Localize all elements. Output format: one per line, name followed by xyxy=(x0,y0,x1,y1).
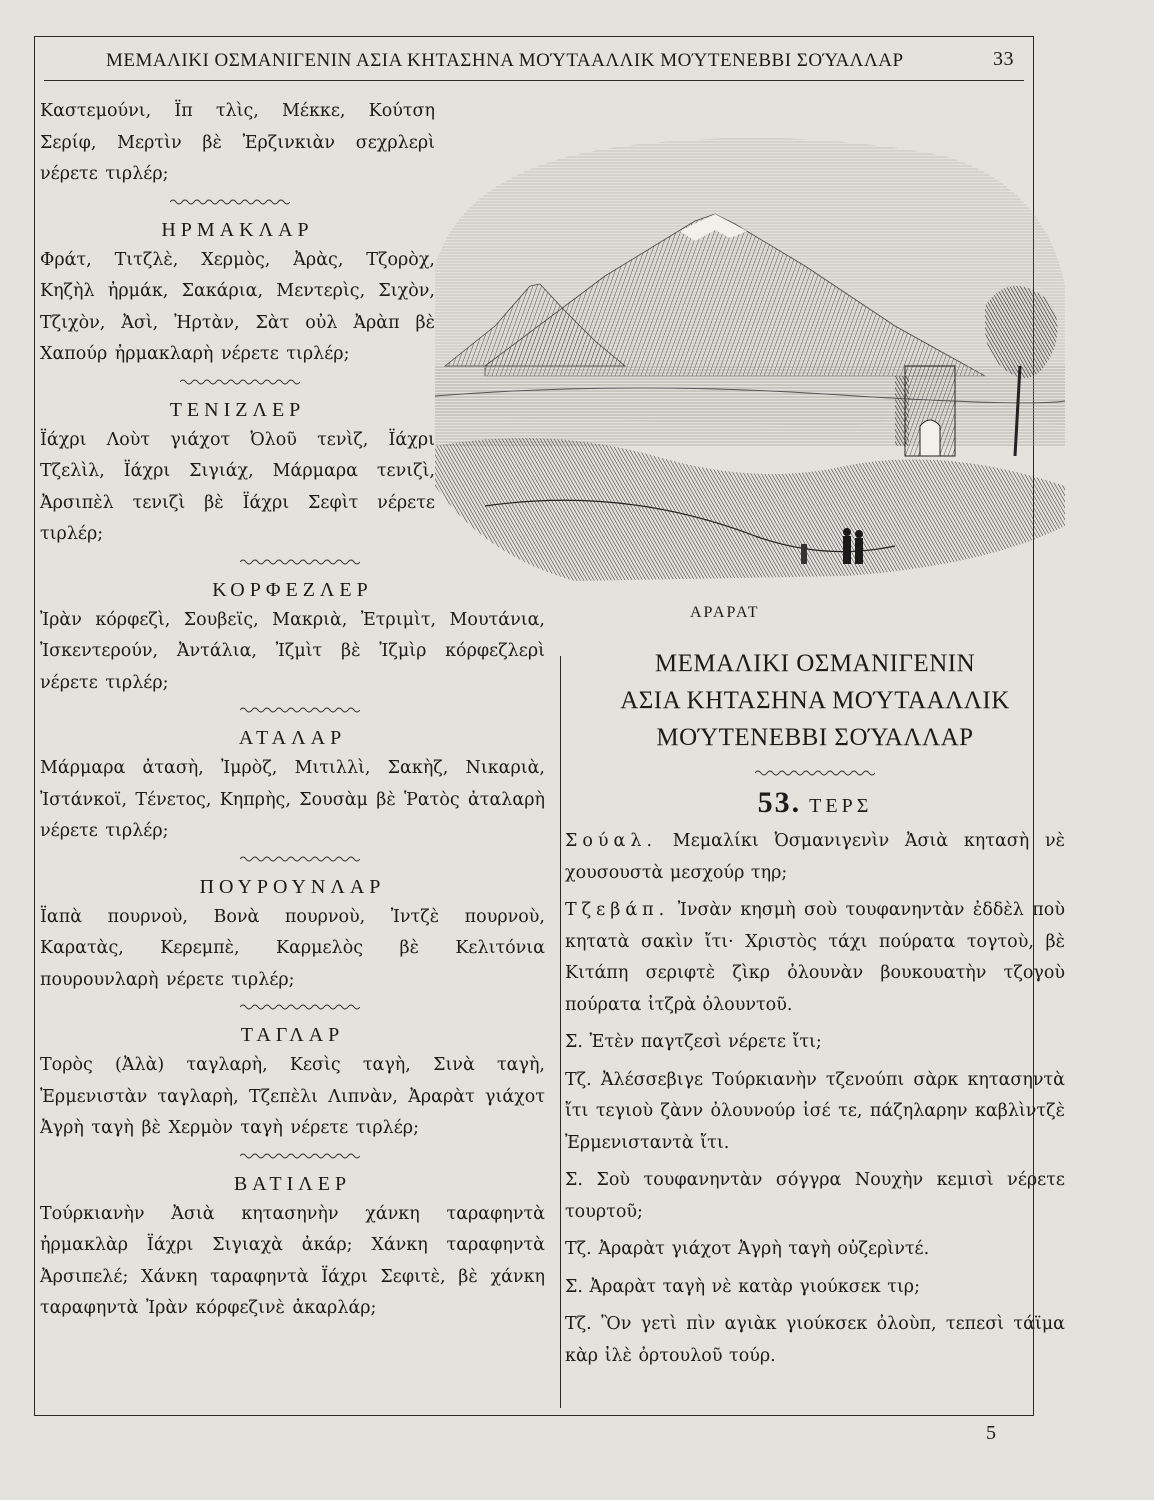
qa-text: Σοὺ τουφανηντὰν σόγγρα Νουχὴν κεμισὶ νέρετε τουρτοῦ; xyxy=(565,1170,1065,1222)
section-text: Ϊάχρι Λοὺτ γιάχοτ Ὀλοῦ τενὶζ, Ϊάχρι Τζελὶλ, Ϊάχρι Σιγιάχ, Μάρμαρα τενιζὶ, Ἀρσιπὲλ τενιζὶ βὲ Ϊάχρι Σεφὶτ νέρετε τιρλέρ; xyxy=(40,429,435,544)
qa-speaker: Τζ. xyxy=(565,1314,592,1334)
ornament-divider xyxy=(755,768,875,778)
article-title-line: ΜΕΜΑΛΙΚΙ ΟΣΜΑΝΙΓΕΝΙΝ xyxy=(654,650,976,677)
qa-entry xyxy=(565,1272,1065,1304)
qa-entry xyxy=(565,826,1065,889)
qa-entry xyxy=(565,1309,1065,1372)
intro-paragraph: Καστεμούνι, Ϊπ τλὶς, Μέκκε, Κούτση Σερίφ, Μερτὶν βὲ Ἐρζινκιὰν σεχρλερὶ νέρετε τιρλέρ; xyxy=(40,101,435,184)
illustration-caption: ΑΡΑΡΑΤ xyxy=(690,604,760,621)
qa-speaker: Τζ. xyxy=(565,1069,592,1090)
column-rule xyxy=(560,656,561,1408)
ornament-divider xyxy=(240,854,360,864)
section-text: Ἰρὰν κόρφεζὶ, Σουβεϊς, Μακριὰ, Ἐτριμὶτ, Μουτάνια, Ἰσκεντερούν, Ἀντάλια, Ἰζμὶτ βὲ Ἰζμὶρ κόρφεζλερὶ νέρετε τιρλέρ; xyxy=(40,609,545,693)
section-heading: ΠΟΥΡΟΥΝΛΑΡ xyxy=(199,875,386,898)
ornament-divider xyxy=(240,705,360,715)
qa-speaker: Σ. xyxy=(565,1032,583,1052)
qa-speaker: Σ. xyxy=(565,1170,583,1190)
qa-entry xyxy=(565,1065,1065,1160)
section-text: Μάρμαρα ἀτασὴ, Ἰμρὸζ, Μιτιλλὶ, Σακὴζ, Νικαριὰ, Ἰστάνκοϊ, Τένετος, Κηπρὴς, Σουσὰμ βὲ Ῥατὸς ἀταλαρὴ νέρετε τιρλέρ; xyxy=(40,758,545,841)
right-column xyxy=(565,645,1065,1378)
running-head-title: ΜΕΜΑΛΙΚΙ ΟΣΜΑΝΙΓΕΝΙΝ ΑΣΙΑ ΚΗΤΑΣΗΝΑ ΜΟΎΤΑΑΛΛΙΚ ΜΟΎΤΕΝΕΒΒΙ ΣΟΎΑΛΛΑΡ xyxy=(106,50,904,71)
section-heading: ΒΑΤΙΛΕΡ xyxy=(233,1172,352,1195)
qa-text: Ἀραρὰτ γιάχοτ Ἀγρὴ ταγὴ οὐζερὶντέ. xyxy=(598,1239,930,1259)
signature-number: 5 xyxy=(986,1422,996,1444)
ornament-divider xyxy=(240,1151,360,1161)
section-text: Τούρκιανὴν Ἀσιὰ κητασηνὴν χάνκη ταραφηντὰ ἠρμακλὰρ Ϊάχρι Σιγιαχὰ ἀκάρ; Χάνκη ταραφηντὰ Ἀρσιπελέ; Χάνκη ταραφηντὰ Ϊάχρι Σεφιτὲ, βὲ χάνκη ταραφηντὰ Ἰρὰν κόρφεζινὲ ἀκαρλάρ; xyxy=(40,1203,545,1318)
running-head xyxy=(44,44,1024,81)
qa-text: Ἰνσὰν κησμὴ σοὺ τουφανηντὰν ἐδδὲλ ποὺ κητατὰ σακὶν ἴτι· Χριστὸς τάχι πούρατα τογτοὺ, βὲ Κιτάπη σεριφτὲ ζὶκρ ὀλουνὰν βουκουατὴν τζογοὺ πούρατα ἰτζρὰ ὀλουντοῦ. xyxy=(565,900,1065,1015)
article-title-line: ΑΣΙΑ ΚΗΤΑΣΗΝΑ ΜΟΎΤΑΑΛΛΙΚ xyxy=(620,687,1010,714)
lesson-number: 53. xyxy=(757,786,802,819)
qa-speaker: Σούαλ. xyxy=(565,831,658,851)
qa-text: Ἐτὲν παγτζεσὶ νέρετε ἴτι; xyxy=(589,1032,822,1052)
section-text: Ϊαπὰ πουρνοὺ, Βονὰ πουρνοὺ, Ἰντζὲ πουρνοὺ, Καρατὰς, Κερεμπὲ, Καρμελὸς βὲ Κελιτόνια πουρουνλαρὴ νέρετε τιρλέρ; xyxy=(40,906,545,990)
qa-entry xyxy=(565,895,1065,1021)
qa-speaker: Σ. xyxy=(565,1276,583,1297)
ornament-divider xyxy=(180,377,300,387)
qa-text: Ἀλέσσεβιγε Τούρκιανὴν τζενούπι σὰρκ κητασηντὰ ἴτι τεγιοὺ ζὰνν ὀλουνούρ ἰσέ τε, πάζηλαρην καβλὶντζὲ Ἐρμενισταντὰ ἴτι. xyxy=(565,1069,1065,1153)
section-heading: ΤΕΝΙΖΛΕΡ xyxy=(169,398,306,421)
section-heading: ΤΑΓΛΑΡ xyxy=(240,1024,345,1046)
lesson-heading xyxy=(565,786,1065,820)
qa-speaker: Τζεβάπ. xyxy=(565,900,670,920)
ararat-engraving xyxy=(425,126,1070,596)
qa-entry xyxy=(565,1027,1065,1059)
qa-speaker: Τζ. xyxy=(565,1239,592,1259)
qa-entry xyxy=(565,1234,1065,1266)
section-heading: ΚΟΡΦΕΖΛΕΡ xyxy=(212,578,373,601)
ornament-divider xyxy=(240,1002,360,1012)
section-heading: ΗΡΜΑΚΛΑΡ xyxy=(161,218,314,241)
qa-text: Ὂν γετὶ πὶν αγιὰκ γιούκσεκ ὀλοὺπ, τεπεσὶ τάϊμα κὰρ ἰλὲ ὀρτουλοῦ τούρ. xyxy=(565,1314,1065,1366)
ornament-divider xyxy=(240,557,360,567)
ornament-divider xyxy=(170,197,290,207)
section-text: Τορὸς (Ἀλὰ) ταγλαρὴ, Κεσὶς ταγὴ, Σινὰ ταγὴ, Ἐρμενιστὰν ταγλαρὴ, Τζεπὲλι Λιπνὰν, Ἀραρὰτ γιάχοτ Ἀγρὴ ταγὴ βὲ Χερμὸν ταγὴ νέρετε τιρλέρ; xyxy=(40,1055,545,1138)
qa-entry xyxy=(565,1165,1065,1228)
page-number: 33 xyxy=(993,48,1014,70)
section-text: Φράτ, Τιτζλὲ, Χερμὸς, Ἀρὰς, Τζορὸχ, Κηζὴλ ἠρμάκ, Σακάρια, Μεντερὶς, Σιχὸν, Τζιχὸν, Ἀσὶ, Ἠρτὰν, Σὰτ οὐλ Ἀρὰπ βὲ Χαπούρ ἠρμακλαρὴ νέρετε τιρλέρ; xyxy=(40,249,435,364)
article-title-line: ΜΟΎΤΕΝΕΒΒΙ ΣΟΎΑΛΛΑΡ xyxy=(656,724,974,751)
qa-text: Ἀραρὰτ ταγὴ νὲ κατὰρ γιούκσεκ τιρ; xyxy=(589,1276,920,1297)
lesson-word: ΤΕΡΣ xyxy=(809,795,873,817)
qa-text: Μεμαλίκι Ὀσμανιγενὶν Ἀσιὰ κητασὴ νὲ χουσουστὰ μεσχούρ τηρ; xyxy=(565,831,1065,883)
section-heading: ΑΤΑΛΑΡ xyxy=(238,727,347,749)
